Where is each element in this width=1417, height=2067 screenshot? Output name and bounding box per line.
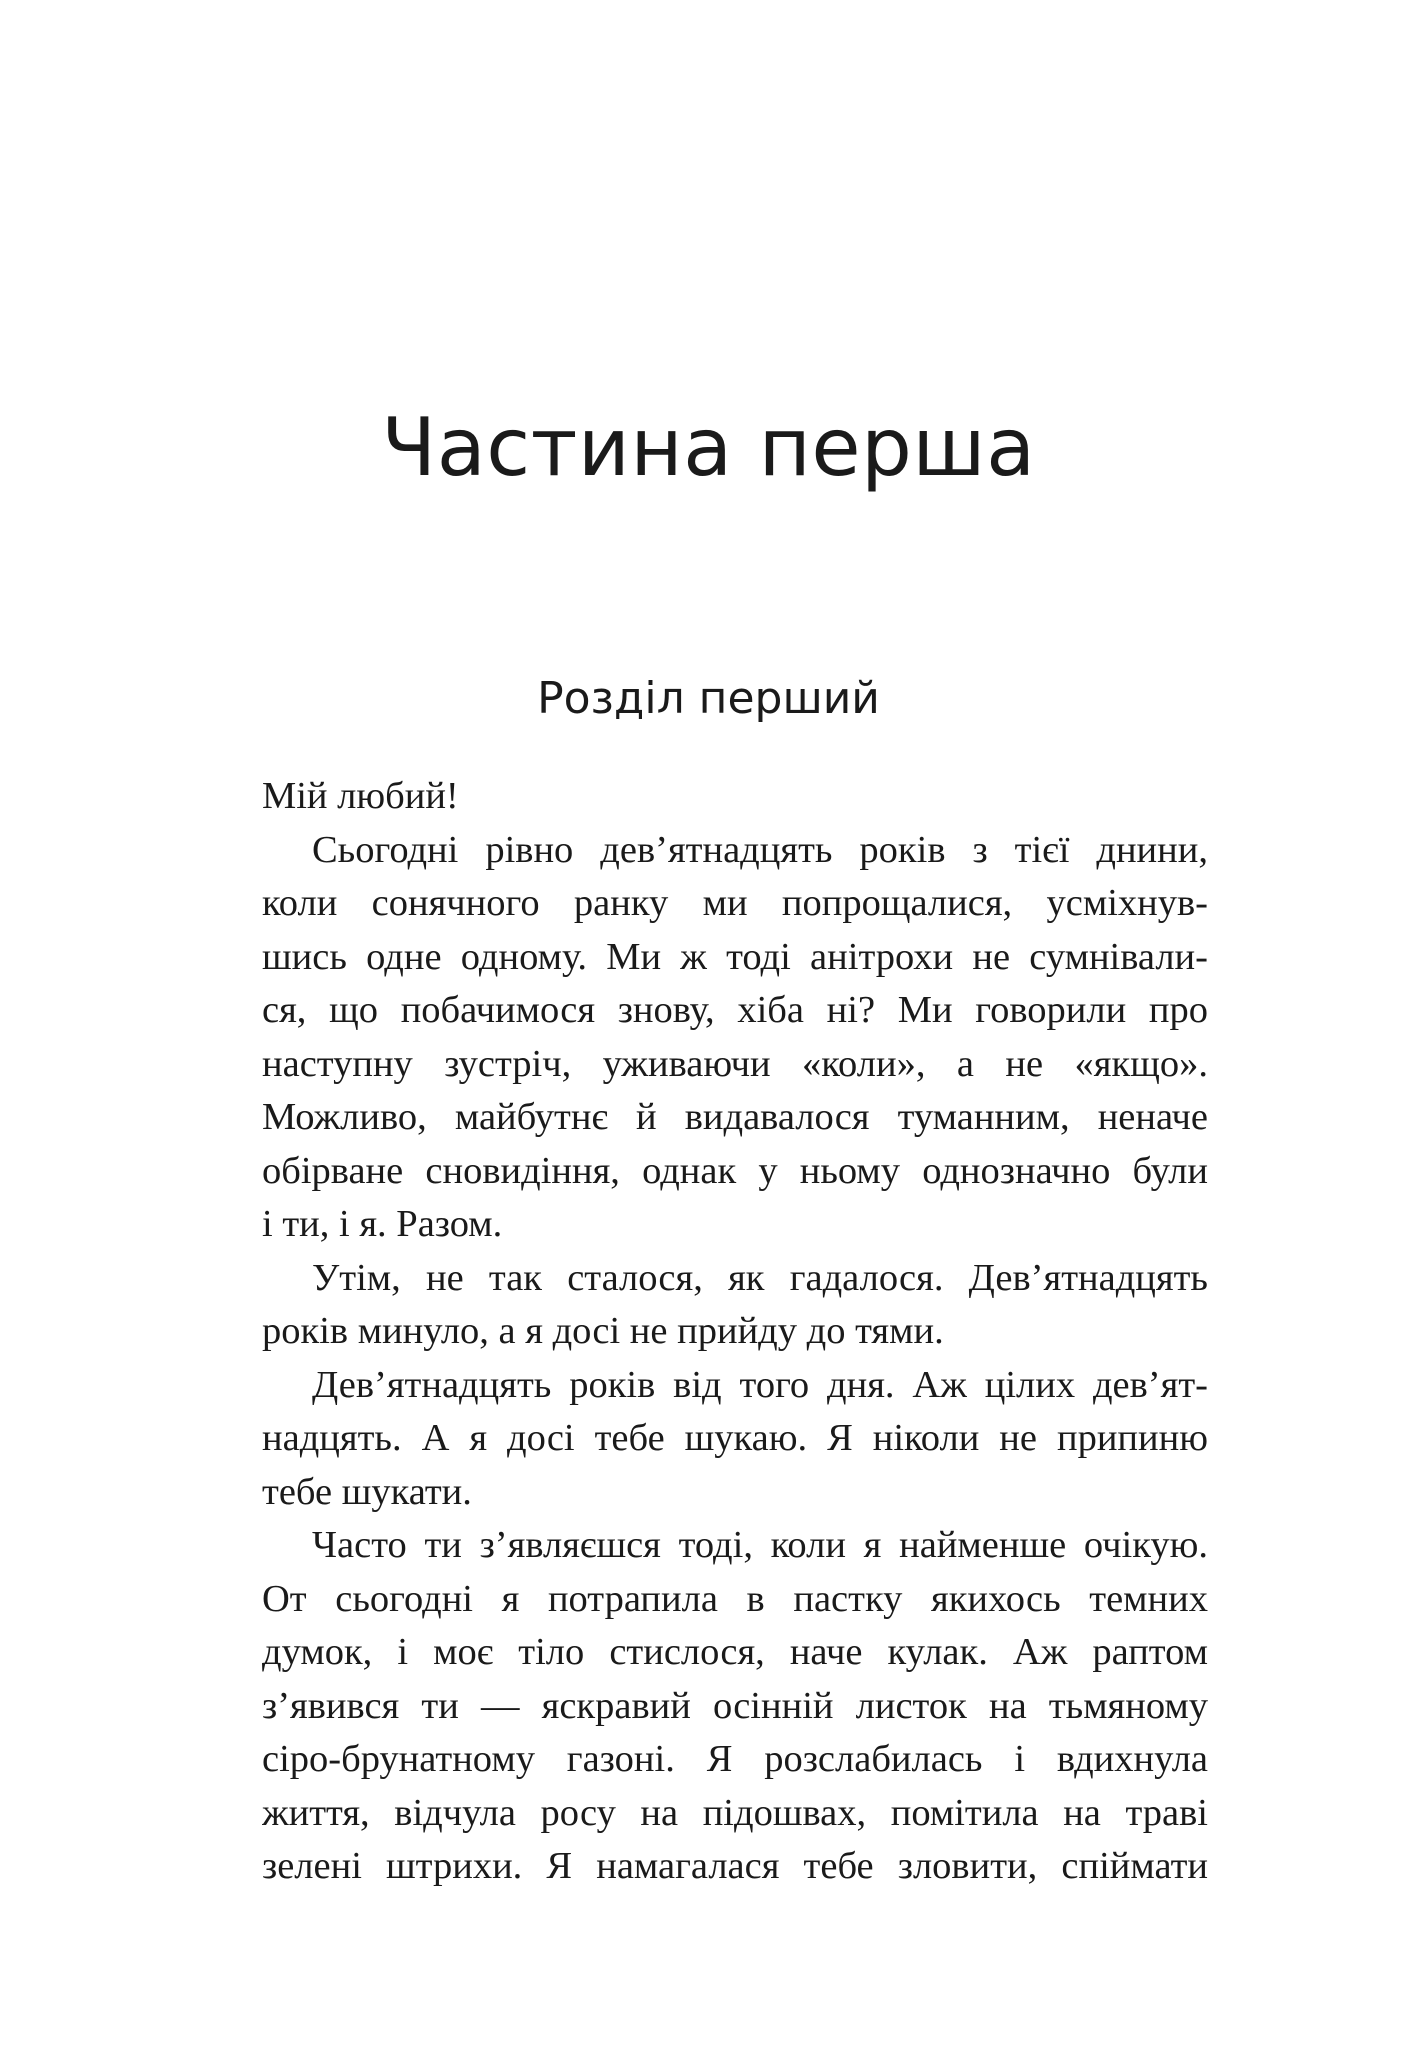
- body-text: [262, 770, 1208, 1894]
- text-line: років минуло, а я досі не прийду до тями.: [262, 1310, 944, 1352]
- text-line: Дев’ятнадцять років від того дня. Аж цілих дев’ят-: [312, 1363, 1208, 1406]
- text-line: Утім, не так сталося, як гадалося. Дев’ятнадцять: [312, 1256, 1208, 1299]
- text-line: з’явився ти — яскравий осінній листок на тьмяному: [262, 1684, 1208, 1727]
- text-line: обірване сновидіння, однак у ньому однозначно були: [262, 1149, 1208, 1192]
- text-line: Мій любий!: [262, 775, 459, 817]
- text-line: шись одне одному. Ми ж тоді анітрохи не сумнівали-: [262, 935, 1208, 978]
- text-line: Часто ти з’являєшся тоді, коли я найменше очікую.: [312, 1524, 1208, 1566]
- chapter-title: Розділ перший: [537, 673, 880, 724]
- text-line: ся, що побачимося знову, хіба ні? Ми говорили про: [262, 989, 1208, 1031]
- text-line: наступну зустріч, уживаючи «коли», а не «якщо».: [262, 1042, 1208, 1085]
- text-line: надцять. А я досі тебе шукаю. Я ніколи не припиню: [262, 1417, 1208, 1459]
- text-line: і ти, і я. Разом.: [262, 1203, 503, 1245]
- text-line: життя, відчула росу на підошвах, помітила на траві: [262, 1791, 1208, 1834]
- part-title: Частина перша: [381, 401, 1036, 494]
- text-line: думок, і моє тіло стислося, наче кулак. Аж раптом: [262, 1631, 1208, 1673]
- text-line: зелені штрихи. Я намагалася тебе зловити, спіймати: [262, 1845, 1208, 1887]
- text-line: От сьогодні я потрапила в пастку якихось темних: [262, 1577, 1208, 1620]
- text-line: Можливо, майбутнє й видавалося туманним, неначе: [262, 1096, 1208, 1138]
- text-line: коли сонячного ранку ми попрощалися, усміхнув-: [262, 882, 1208, 924]
- text-line: сіро-брунатному газоні. Я розслабилась і вдихнула: [262, 1738, 1208, 1780]
- text-line: Сьогодні рівно дев’ятнадцять років з тієї днини,: [312, 828, 1208, 871]
- text-line: тебе шукати.: [262, 1470, 472, 1513]
